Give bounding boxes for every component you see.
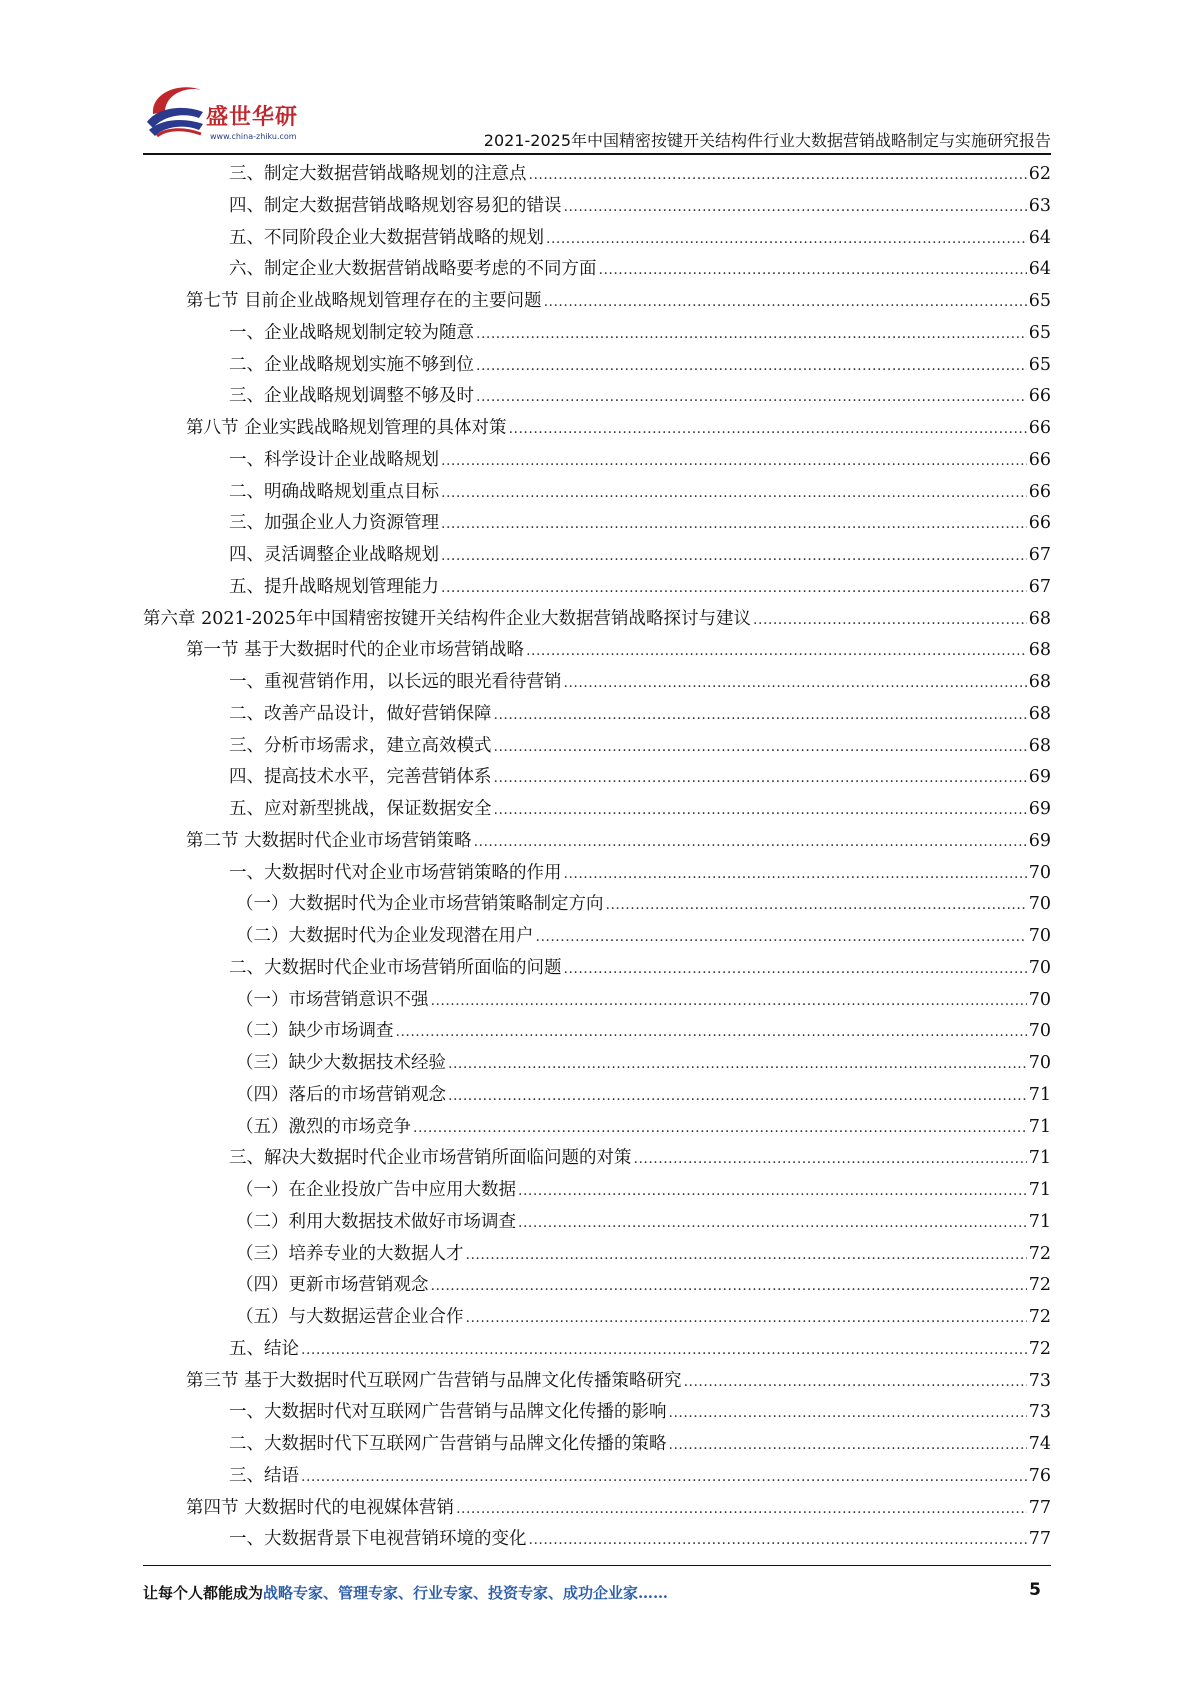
toc-dot-leader [529,1525,1027,1557]
toc-entry-page: 67 [1028,545,1051,565]
footer-slogan-highlight: 战略专家、管理专家、行业专家、投资专家、成功企业家…… [263,1584,669,1602]
toc-entry[interactable] [143,858,1051,890]
toc-dot-leader [431,986,1027,1018]
toc-dot-leader [564,954,1027,986]
toc-entry[interactable] [143,1016,1051,1048]
toc-entry-title: 第六章 2021-2025年中国精密按键开关结构件企业大数据营销战略探讨与建议 [143,608,752,629]
toc-entry-page: 71 [1028,1116,1051,1137]
toc-entry-page: 66 [1028,449,1051,470]
toc-entry-title: （二）大数据时代为企业发现潜在用户 [236,926,534,946]
toc-entry[interactable] [143,826,1051,858]
toc-dot-leader [494,700,1027,732]
toc-entry-page: 73 [1028,1370,1051,1391]
toc-entry-title: （一）大数据时代为企业市场营销策略制定方向 [236,894,604,915]
toc-entry-title: 四、灵活调整企业战略规划 [229,545,439,565]
toc-entry[interactable] [143,1207,1051,1239]
toc-dot-leader [494,732,1027,764]
toc-entry[interactable] [143,254,1051,286]
toc-entry-title: （五）与大数据运营企业合作 [236,1307,464,1327]
toc-entry-page: 72 [1028,1338,1051,1359]
toc-entry-page: 71 [1028,1084,1051,1105]
toc-dot-leader [476,382,1027,414]
toc-entry-title: 第四节 大数据时代的电视媒体营销 [186,1497,455,1518]
toc-entry-page: 71 [1028,1148,1051,1169]
toc-entry-page: 65 [1028,354,1051,375]
toc-entry-page: 68 [1028,735,1051,756]
toc-entry-page: 69 [1028,767,1051,788]
toc-dot-leader [476,319,1027,351]
toc-entry-title: 二、企业战略规划实施不够到位 [229,354,474,375]
toc-entry[interactable] [143,223,1051,255]
toc-dot-leader [448,1081,1027,1113]
toc-entry-title: 二、大数据时代企业市场营销所面临的问题 [229,957,562,978]
toc-entry-page: 70 [1028,862,1051,883]
toc-entry[interactable] [143,1493,1051,1525]
toc-entry[interactable] [143,318,1051,350]
toc-dot-leader [476,351,1027,383]
toc-dot-leader [494,795,1027,827]
toc-entry[interactable] [143,1334,1051,1366]
toc-entry[interactable] [143,445,1051,477]
toc-dot-leader [526,636,1027,668]
toc-dot-leader [606,890,1027,922]
toc-entry-title: 三、企业战略规划调整不够及时 [229,386,474,407]
toc-entry-title: 二、明确战略规划重点目标 [229,481,439,502]
toc-entry-page: 68 [1028,640,1051,661]
toc-dot-leader [544,287,1027,319]
toc-entry-page: 70 [1028,926,1051,946]
toc-entry-page: 70 [1028,894,1051,915]
toc-entry-title: 一、科学设计企业战略规划 [229,449,439,470]
toc-entry[interactable] [143,1175,1051,1207]
toc-entry-page: 68 [1028,703,1051,724]
toc-dot-leader [684,1367,1027,1399]
toc-entry-page: 74 [1028,1434,1051,1454]
toc-entry-title: 一、重视营销作用，以长远的眼光看待营销 [229,672,562,692]
toc-dot-leader [753,605,1027,637]
toc-entry-page: 72 [1028,1307,1051,1327]
toc-entry[interactable] [143,921,1051,953]
toc-entry-title: 三、分析市场需求，建立高效模式 [229,735,492,756]
toc-entry[interactable] [143,191,1051,223]
toc-dot-leader [564,668,1027,700]
toc-entry-title: （二）利用大数据技术做好市场调查 [236,1211,516,1232]
toc-entry[interactable] [143,1080,1051,1112]
toc-entry[interactable] [143,1112,1051,1144]
toc-dot-leader [536,922,1027,954]
toc-entry-title: 第二节 大数据时代企业市场营销策略 [186,830,472,851]
toc-entry-page: 66 [1028,418,1051,438]
page-number: 5 [1029,1580,1041,1600]
toc-entry-title: （四）更新市场营销观念 [236,1275,429,1296]
toc-entry-title: 第七节 目前企业战略规划管理存在的主要问题 [186,291,542,311]
toc-entry[interactable] [143,604,1051,636]
document-title: 2021-2025年中国精密按键开关结构件行业大数据营销战略制定与实施研究报告 [483,131,1051,150]
toc-entry-title: 一、大数据时代对互联网广告营销与品牌文化传播的影响 [229,1402,667,1423]
toc-dot-leader [669,1430,1027,1462]
toc-entry-title: 二、改善产品设计，做好营销保障 [229,703,492,724]
logo-name: 盛世华研 [206,105,299,130]
toc-dot-leader [669,1398,1027,1430]
toc-entry[interactable] [143,1302,1051,1334]
toc-entry-page: 71 [1028,1211,1051,1232]
toc-entry-title: 五、提升战略规划管理能力 [229,576,439,597]
toc-entry-title: （一）在企业投放广告中应用大数据 [236,1180,516,1200]
toc-entry-title: 四、制定大数据营销战略规划容易犯的错误 [229,195,562,216]
toc-dot-leader [466,1240,1027,1272]
toc-entry[interactable] [143,1397,1051,1429]
toc-entry-title: 第三节 基于大数据时代互联网广告营销与品牌文化传播策略研究 [186,1370,682,1391]
toc-entry[interactable] [143,1270,1051,1302]
toc-entry-title: 第八节 企业实践战略规划管理的具体对策 [186,418,507,438]
toc-dot-leader [441,509,1027,541]
toc-entry-page: 73 [1028,1402,1051,1423]
toc-dot-leader [474,827,1027,859]
toc-entry-title: （二）缺少市场调查 [236,1021,394,1042]
toc-entry-page: 70 [1028,1053,1051,1073]
toc-entry[interactable] [143,413,1051,445]
toc-entry-title: （三）培养专业的大数据人才 [236,1243,464,1264]
footer-slogan [143,1582,668,1603]
toc-entry[interactable] [143,381,1051,413]
toc-dot-leader [301,1335,1027,1367]
toc-dot-leader [431,1271,1027,1303]
toc-entry[interactable] [143,508,1051,540]
toc-entry-page: 65 [1028,322,1051,343]
toc-dot-leader [564,192,1027,224]
toc-entry[interactable] [143,1239,1051,1271]
toc-entry[interactable] [143,1143,1051,1175]
toc-entry-title: （三）缺少大数据技术经验 [236,1053,446,1073]
toc-entry-page: 66 [1028,481,1051,502]
toc-entry-title: 六、制定企业大数据营销战略要考虑的不同方面 [229,259,597,280]
toc-entry-title: 三、解决大数据时代企业市场营销所面临问题的对策 [229,1148,632,1169]
table-of-contents [143,159,1051,1556]
header-divider [143,153,1051,155]
toc-entry[interactable] [143,286,1051,318]
toc-entry-page: 70 [1028,1021,1051,1042]
toc-entry[interactable] [143,540,1051,572]
toc-entry[interactable] [143,1461,1051,1493]
toc-entry-title: 二、大数据时代下互联网广告营销与品牌文化传播的策略 [229,1434,667,1454]
toc-entry-page: 72 [1028,1243,1051,1264]
toc-entry[interactable] [143,350,1051,382]
toc-entry-title: （五）激烈的市场竞争 [236,1116,411,1137]
toc-dot-leader [441,446,1027,478]
toc-entry[interactable] [143,1429,1051,1461]
toc-entry-page: 62 [1028,164,1051,184]
toc-dot-leader [413,1113,1027,1145]
toc-entry-page: 63 [1028,195,1051,216]
logo-url: www.china-zhiku.com [210,132,297,141]
toc-dot-leader [301,1462,1027,1494]
toc-entry[interactable] [143,667,1051,699]
toc-entry[interactable] [143,985,1051,1017]
toc-entry-title: 一、企业战略规划制定较为随意 [229,322,474,343]
toc-dot-leader [441,541,1027,573]
toc-entry-page: 70 [1028,989,1051,1010]
toc-entry-title: 五、应对新型挑战，保证数据安全 [229,799,492,819]
toc-entry-page: 68 [1028,672,1051,692]
toc-dot-leader [441,478,1027,510]
toc-entry[interactable] [143,477,1051,509]
toc-dot-leader [564,859,1027,891]
toc-entry-page: 64 [1028,259,1051,280]
toc-entry-page: 76 [1028,1465,1051,1486]
toc-dot-leader [466,1303,1027,1335]
toc-entry-page: 77 [1028,1529,1051,1550]
toc-dot-leader [599,255,1027,287]
toc-entry-title: 一、大数据背景下电视营销环境的变化 [229,1529,527,1550]
toc-dot-leader [509,414,1027,446]
toc-dot-leader [529,160,1027,192]
toc-entry-title: 五、不同阶段企业大数据营销战略的规划 [229,227,544,248]
toc-dot-leader [518,1208,1027,1240]
toc-dot-leader [494,763,1027,795]
toc-entry-page: 66 [1028,386,1051,407]
toc-entry-page: 67 [1028,576,1051,597]
toc-entry-title: 三、加强企业人力资源管理 [229,513,439,534]
toc-entry-page: 71 [1028,1180,1051,1200]
toc-entry-title: 三、制定大数据营销战略规划的注意点 [229,164,527,184]
toc-dot-leader [518,1176,1027,1208]
toc-entry-title: （一）市场营销意识不强 [236,989,429,1010]
footer-slogan-prefix: 让每个人都能成为 [143,1584,264,1602]
toc-entry[interactable] [143,731,1051,763]
toc-entry-title: 五、结论 [229,1338,299,1359]
toc-entry-page: 69 [1028,830,1051,851]
toc-entry[interactable] [143,699,1051,731]
toc-entry-page: 72 [1028,1275,1051,1296]
toc-entry[interactable] [143,159,1051,191]
toc-dot-leader [546,224,1027,256]
toc-dot-leader [441,573,1027,605]
toc-entry-title: 四、提高技术水平，完善营销体系 [229,767,492,788]
toc-entry[interactable] [143,794,1051,826]
toc-dot-leader [456,1494,1027,1526]
toc-entry-title: 第一节 基于大数据时代的企业市场营销战略 [186,640,525,661]
toc-entry[interactable] [143,572,1051,604]
toc-entry[interactable] [143,1366,1051,1398]
toc-entry[interactable] [143,635,1051,667]
toc-dot-leader [634,1144,1027,1176]
toc-dot-leader [448,1049,1027,1081]
toc-entry[interactable] [143,889,1051,921]
toc-entry-page: 69 [1028,799,1051,819]
toc-entry[interactable] [143,1048,1051,1080]
toc-entry-page: 77 [1028,1497,1051,1518]
toc-entry-page: 70 [1028,957,1051,978]
toc-entry[interactable] [143,1524,1051,1556]
toc-dot-leader [396,1017,1027,1049]
toc-entry-page: 64 [1028,227,1051,248]
footer-divider [143,1565,1051,1566]
toc-entry-page: 68 [1028,608,1051,629]
toc-entry-page: 65 [1028,291,1051,311]
toc-entry[interactable] [143,953,1051,985]
toc-entry-title: 一、大数据时代对企业市场营销策略的作用 [229,862,562,883]
toc-entry-title: （四）落后的市场营销观念 [236,1084,446,1105]
toc-entry[interactable] [143,762,1051,794]
toc-entry-page: 66 [1028,513,1051,534]
toc-entry-title: 三、结语 [229,1465,299,1486]
